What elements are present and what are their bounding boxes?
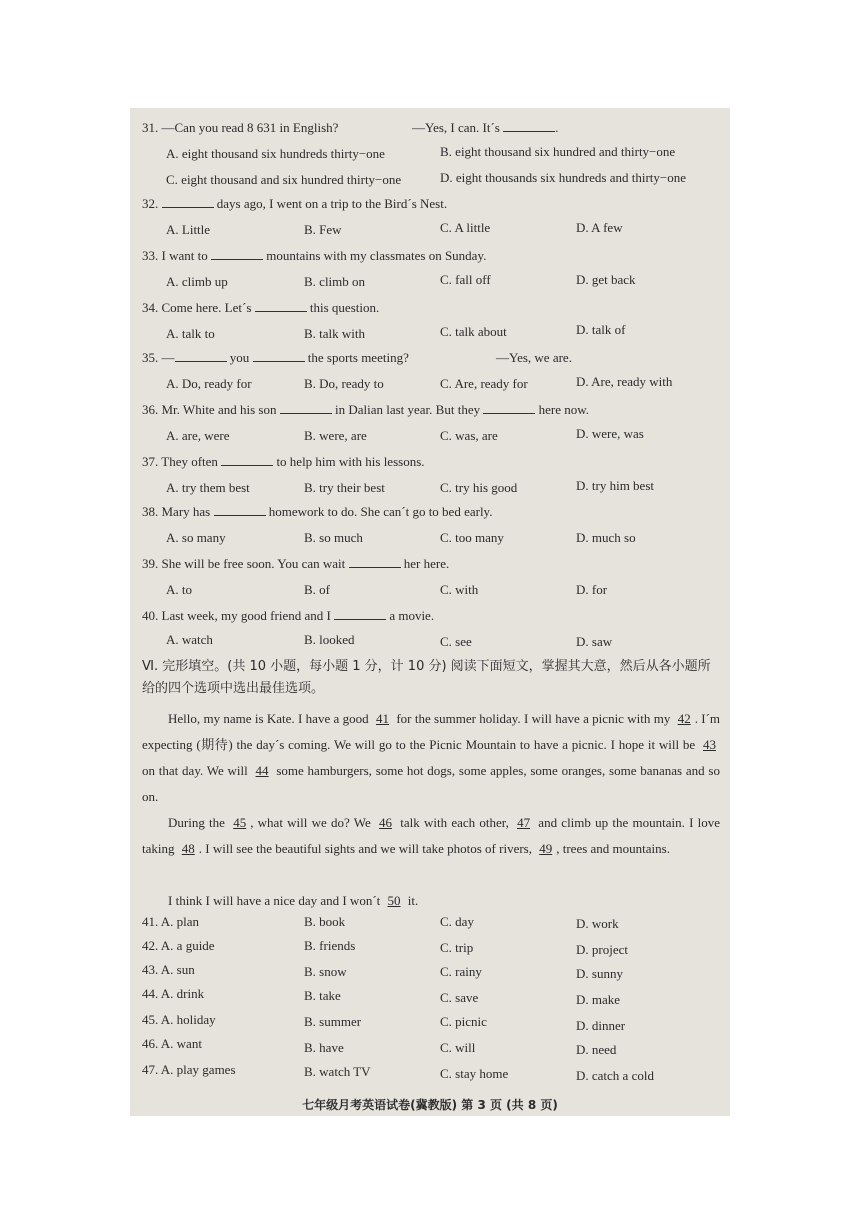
question-40: 40. Last week, my good friend and I a movie. (142, 608, 435, 623)
option: B. climb on (304, 274, 366, 289)
passage-paragraph-2: During the 45 , what will we do? We 46 talk with each other, 47 and climb up the mountain. I love taking 48 . I will see the beautiful sights and we will take photos of rivers, 49 , trees and mountains. (142, 815, 721, 856)
blank-number: 43 (703, 737, 716, 752)
option: D. for (576, 582, 608, 597)
question-34: 34. Come here. Let´s this question. (142, 300, 380, 315)
blank-number: 48 (181, 841, 195, 856)
option: C. eight thousand and six hundred thirty−one (166, 172, 402, 187)
blank-number: 49 (539, 841, 553, 856)
blank-number: 46 (379, 815, 393, 830)
blank (349, 557, 401, 568)
blank-number: 45 (233, 815, 247, 830)
cloze-option: 41. A. plan (142, 914, 200, 929)
cloze-option: B. summer (304, 1014, 362, 1029)
option: A. to (166, 582, 192, 597)
option: A. so many (166, 530, 226, 545)
option: A. talk to (166, 326, 215, 341)
cloze-option: 44. A. drink (142, 986, 205, 1001)
option: B. try their best (304, 480, 385, 495)
blank (334, 609, 386, 620)
option: B. of (304, 582, 330, 597)
option: B. so much (304, 530, 363, 545)
option: B. Few (304, 222, 342, 237)
option: D. Are, ready with (576, 374, 673, 389)
option: C. see (440, 634, 472, 649)
cloze-option: C. stay home (440, 1066, 509, 1081)
page-footer: 七年级月考英语试卷(冀教版) 第 3 页 (共 8 页) (302, 1098, 558, 1112)
option: A. Little (166, 222, 211, 237)
option: C. talk about (440, 324, 507, 339)
cloze-option: B. snow (304, 964, 347, 979)
blank-number: 47 (517, 815, 531, 830)
blank-number: 44 (255, 763, 269, 778)
option: D. A few (576, 220, 623, 235)
option: C. Are, ready for (440, 376, 528, 391)
question-33: 33. I want to mountains with my classmates on Sunday. (142, 248, 487, 263)
blank-number: 41 (376, 711, 389, 726)
blank (211, 249, 263, 260)
cloze-option: B. watch TV (304, 1064, 371, 1079)
cloze-option: C. picnic (440, 1014, 487, 1029)
option: C. too many (440, 530, 504, 545)
cloze-option: C. will (440, 1040, 476, 1055)
option: A. eight thousand six hundreds thirty−one (166, 146, 385, 161)
cloze-option: 43. A. sun (142, 962, 195, 977)
cloze-option: D. work (576, 916, 619, 931)
option: B. looked (304, 632, 355, 647)
blank (175, 351, 227, 362)
blank (221, 455, 273, 466)
blank (483, 403, 535, 414)
question-36: 36. Mr. White and his son in Dalian last year. But they here now. (142, 402, 590, 417)
cloze-option: B. take (304, 988, 341, 1003)
cloze-option: C. day (440, 914, 474, 929)
blank-number: 42 (677, 711, 691, 726)
section-heading: Ⅵ. 完形填空。(共 10 小题，每小题 1 分，计 10 分) 阅读下面短文，掌握其大意，然后从各小题所 给的四个选项中选出最佳选项。 (142, 659, 711, 696)
cloze-option: D. dinner (576, 1018, 626, 1033)
question-35-reply: —Yes, we are. (496, 350, 572, 365)
option: D. were, was (576, 426, 644, 441)
exam-page (130, 108, 730, 1116)
blank (214, 505, 266, 516)
cloze-option: 46. A. want (142, 1036, 202, 1051)
cloze-option: 45. A. holiday (142, 1012, 216, 1027)
blank (280, 403, 332, 414)
cloze-option: 42. A. a guide (142, 938, 215, 953)
option: B. Do, ready to (304, 376, 384, 391)
cloze-option: C. trip (440, 940, 474, 955)
question-39: 39. She will be free soon. You can wait her here. (142, 556, 450, 571)
option: C. try his good (440, 480, 518, 495)
option: A. try them best (166, 480, 250, 495)
option: C. was, are (440, 428, 498, 443)
question-31: 31. —Can you read 8 631 in English? (142, 120, 339, 135)
option: D. talk of (576, 322, 626, 337)
option: A. are, were (166, 428, 230, 443)
option: D. much so (576, 530, 636, 545)
passage-paragraph-3: I think I will have a nice day and I won´t 50 it. (168, 893, 419, 908)
option: D. saw (576, 634, 613, 649)
question-38: 38. Mary has homework to do. She can´t go to bed early. (142, 504, 493, 519)
option: B. talk with (304, 326, 366, 341)
blank-number: 50 (387, 893, 401, 908)
cloze-option: 47. A. play games (142, 1062, 236, 1077)
question-35: 35. — you the sports meeting? (142, 350, 409, 365)
cloze-option: D. catch a cold (576, 1068, 654, 1083)
option: A. climb up (166, 274, 228, 289)
blank (253, 351, 305, 362)
question-37: 37. They often to help him with his lessons. (142, 454, 425, 469)
option: B. eight thousand six hundred and thirty−one (440, 144, 676, 159)
cloze-option: C. save (440, 990, 479, 1005)
option: A. Do, ready for (166, 376, 252, 391)
cloze-option: C. rainy (440, 964, 482, 979)
cloze-option: B. book (304, 914, 346, 929)
option: C. fall off (440, 272, 491, 287)
cloze-option: D. sunny (576, 966, 623, 981)
option: D. get back (576, 272, 636, 287)
option: C. with (440, 582, 479, 597)
blank (255, 301, 307, 312)
cloze-option: D. need (576, 1042, 617, 1057)
option: D. try him best (576, 478, 654, 493)
cloze-option: D. project (576, 942, 628, 957)
question-31-reply: —Yes, I can. It´s . (412, 120, 559, 135)
cloze-option: B. friends (304, 938, 356, 953)
passage-paragraph-1: Hello, my name is Kate. I have a good 41 for the summer holiday. I will have a picnic with my 42 . I´m expecting (期待) the day´s coming. We will go to the Picnic Mountain to have a picnic. I hope it will be 43 on that day. We will 44 some hamburgers, some hot dogs, some apples, some oranges, some bananas and so on. (142, 711, 721, 804)
option: D. eight thousands six hundreds and thirty−one (440, 170, 686, 185)
question-32: 32. days ago, I went on a trip to the Bird´s Nest. (142, 196, 448, 211)
cloze-option: D. make (576, 992, 621, 1007)
option: A. watch (166, 632, 213, 647)
blank (503, 121, 555, 132)
blank (162, 197, 214, 208)
cloze-option: B. have (304, 1040, 344, 1055)
option: C. A little (440, 220, 491, 235)
option: B. were, are (304, 428, 367, 443)
